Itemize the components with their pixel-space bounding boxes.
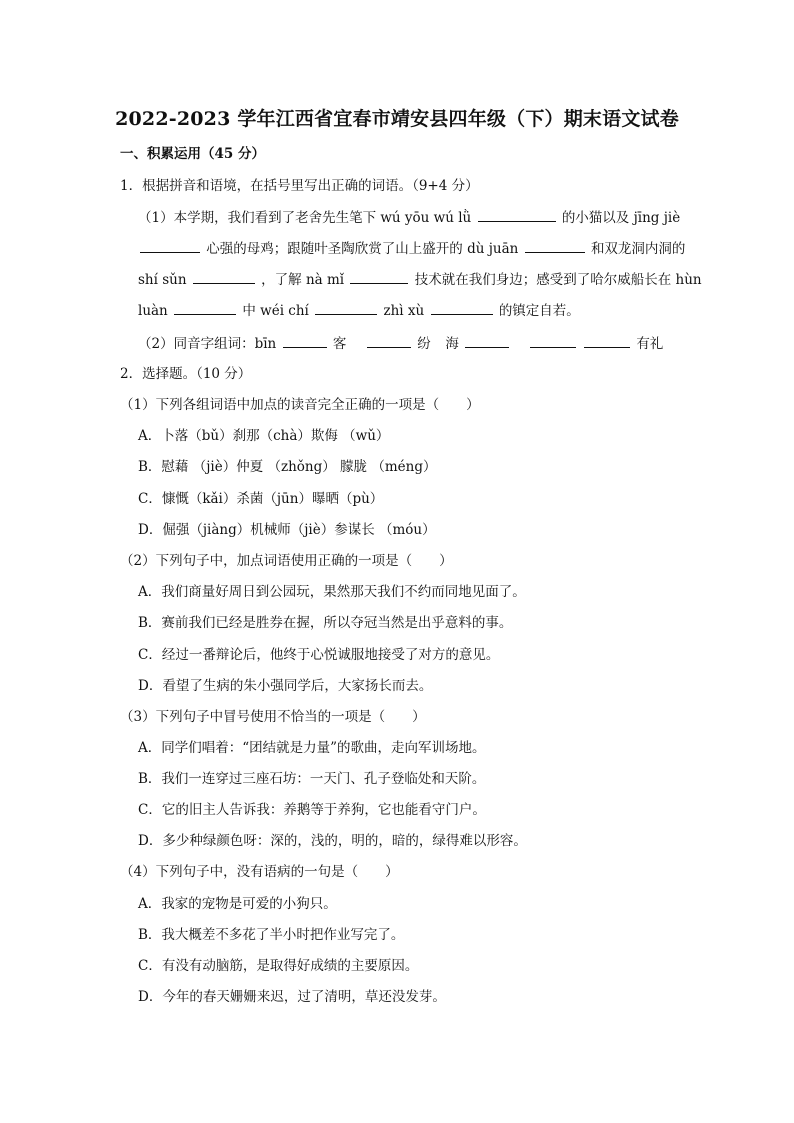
- option-a[interactable]: A．我家的宠物是可爱的小狗只。: [138, 896, 337, 912]
- option-b[interactable]: B．我们一连穿过三座石坊：一天门、孔子登临处和天阶。: [138, 771, 486, 787]
- q2-sub4-stem: （4）下列句子中，没有语病的一句是（ ）: [120, 864, 399, 880]
- q1-text: 和双龙洞内洞的: [590, 241, 686, 257]
- q1-part1-line4: [138, 300, 580, 321]
- q2-sub3-stem: （3）下列句子中冒号使用不恰当的一项是（ ）: [120, 709, 426, 725]
- answer-blank[interactable]: [350, 269, 408, 284]
- option-d[interactable]: D．倔强（jiàng）机械师（jiè）参谋长 （móu）: [138, 522, 436, 538]
- option-d[interactable]: D．多少种绿颜色呀：深的，浅的，明的，暗的，绿得难以形容。: [138, 833, 527, 849]
- option-d[interactable]: D．今年的春天姗姗来迟，过了清明，草还没发芽。: [138, 989, 446, 1005]
- q1-text: 技术就在我们身边；感受到了哈尔威船长在 hùn: [414, 272, 702, 288]
- q1-text: zhì xù: [383, 303, 425, 319]
- answer-blank[interactable]: [140, 238, 200, 253]
- q1-text: shí sǔn: [138, 272, 187, 288]
- option-a[interactable]: A．卜落（bǔ）刹那（chà）欺侮 （wǔ）: [138, 428, 390, 444]
- q1-text: 客: [332, 336, 347, 352]
- option-b[interactable]: B．赛前我们已经是胜券在握，所以夺冠当然是出乎意料的事。: [138, 615, 513, 631]
- section-heading: 一、积累运用（45 分）: [120, 146, 265, 162]
- option-a[interactable]: A．同学们唱着：“团结就是力量”的歌曲，走向军训场地。: [138, 740, 486, 756]
- q1-text: （2）同音字组词：bīn: [138, 336, 277, 352]
- q1-text: 中 wéi chí: [242, 303, 309, 319]
- q1-text: 的小猫以及 jīng jiè: [561, 210, 681, 226]
- option-c[interactable]: C．有没有动脑筋，是取得好成绩的主要原因。: [138, 958, 419, 974]
- answer-blank[interactable]: [584, 333, 630, 348]
- q1-text: ，了解 nà mǐ: [261, 272, 345, 288]
- option-b[interactable]: B．慰藉 （jiè）仲夏 （zhǒng） 朦胧 （méng）: [138, 459, 437, 475]
- q1-text: luàn: [138, 303, 168, 319]
- answer-blank[interactable]: [530, 333, 576, 348]
- question-2-stem: 2．选择题。（10 分）: [120, 366, 252, 382]
- q1-text: （1）本学期，我们看到了老舍先生笔下 wú yōu wú lǜ: [138, 210, 472, 226]
- exam-title: 2022-2023 学年江西省宜春市靖安县四年级（下）期末语文试卷: [115, 108, 679, 130]
- answer-blank[interactable]: [525, 238, 585, 253]
- option-b[interactable]: B．我大概差不多花了半小时把作业写完了。: [138, 927, 405, 943]
- answer-blank[interactable]: [315, 300, 377, 315]
- option-c[interactable]: C．慷慨（kǎi）杀菌（jūn）曝晒（pù）: [138, 491, 384, 507]
- answer-blank[interactable]: [193, 269, 255, 284]
- q1-part1-line1: [138, 207, 680, 228]
- option-c[interactable]: C．经过一番辩论后，他终于心悦诚服地接受了对方的意见。: [138, 647, 500, 663]
- answer-blank[interactable]: [465, 333, 509, 348]
- q2-sub2-stem: （2）下列句子中，加点词语使用正确的一项是（ ）: [120, 553, 453, 569]
- option-a[interactable]: A．我们商量好周日到公园玩，果然那天我们不约而同地见面了。: [138, 584, 526, 600]
- q1-text: 心强的母鸡；跟随叶圣陶欣赏了山上盛开的 dù juān: [206, 241, 519, 257]
- q1-text: 海: [445, 336, 459, 352]
- option-c[interactable]: C．它的旧主人告诉我：养鹅等于养狗，它也能看守门户。: [138, 802, 486, 818]
- question-1-stem: 1．根据拼音和语境，在括号里写出正确的词语。（9+4 分）: [120, 178, 479, 194]
- q1-text: 的镇定自若。: [498, 303, 580, 319]
- q1-part2: [138, 333, 663, 354]
- option-d[interactable]: D．看望了生病的朱小强同学后，大家扬长而去。: [138, 678, 433, 694]
- answer-blank[interactable]: [174, 300, 236, 315]
- q1-part1-line3: [138, 269, 702, 290]
- q1-text: 有礼: [636, 336, 664, 352]
- answer-blank[interactable]: [431, 300, 493, 315]
- answer-blank[interactable]: [367, 333, 411, 348]
- q2-sub1-stem: （1）下列各组词语中加点的读音完全正确的一项是（ ）: [120, 397, 480, 413]
- answer-blank[interactable]: [478, 207, 556, 222]
- answer-blank[interactable]: [283, 333, 327, 348]
- q1-part1-line2: [138, 238, 685, 259]
- q1-text: 纷: [417, 336, 431, 352]
